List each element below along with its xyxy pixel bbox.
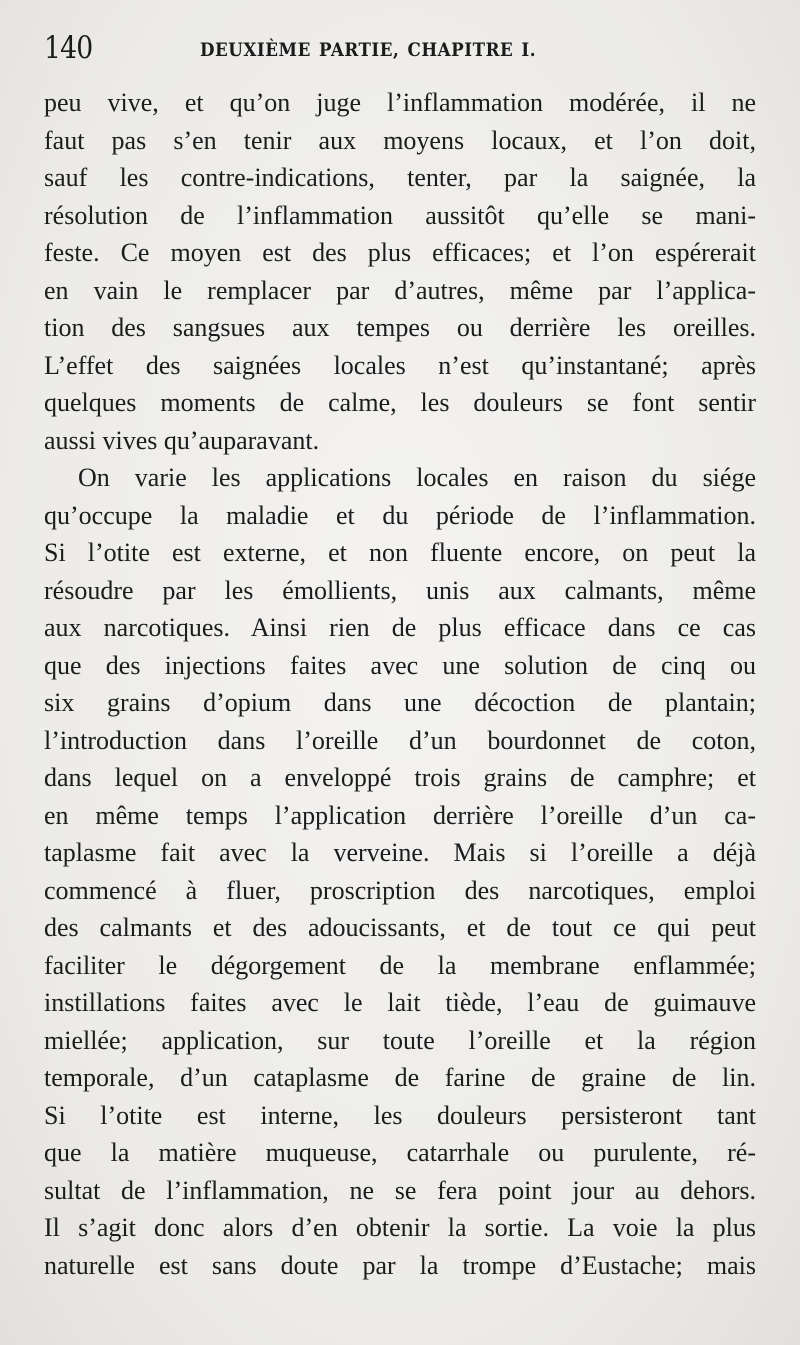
text-line: faciliter le dégorgement de la membrane enflammée;	[44, 950, 756, 980]
paragraph-start-line: On varie les applications locales en raison du siége	[78, 463, 756, 492]
text-line: taplasme fait avec la verveine. Mais si l’oreille a déjà	[44, 838, 756, 867]
text-line: résoudre par les émollients, unis aux calmants, même	[44, 575, 756, 605]
text-line: qu’occupe la maladie et du période de l’inflammation.	[44, 500, 756, 530]
text-line: Si l’otite est interne, les douleurs persisteront tant	[44, 1100, 756, 1130]
text-line: des calmants et des adoucissants, et de tout ce qui peut	[44, 913, 756, 942]
text-line: miellée; application, sur toute l’oreille et la région	[44, 1025, 756, 1055]
text-line: que la matière muqueuse, catarrhale ou purulente, ré-	[44, 1138, 756, 1167]
body-text	[44, 84, 756, 1284]
text-line: naturelle est sans doute par la trompe d’Eustache; mais	[44, 1250, 756, 1280]
text-line: sultat de l’inflammation, ne se fera point jour au dehors.	[44, 1175, 756, 1205]
text-line: six grains d’opium dans une décoction de plantain;	[44, 688, 756, 717]
text-line: l’introduction dans l’oreille d’un bourdonnet de coton,	[44, 725, 756, 755]
text-line: quelques moments de calme, les douleurs se font sentir	[44, 388, 756, 417]
text-line: Si l’otite est externe, et non fluente encore, on peut la	[44, 538, 756, 567]
text-line: résolution de l’inflammation aussitôt qu’elle se mani-	[44, 200, 756, 230]
text-line: feste. Ce moyen est des plus efficaces; et l’on espérerait	[44, 238, 756, 267]
text-line: L’effet des saignées locales n’est qu’instantané; après	[44, 350, 756, 380]
running-head	[44, 30, 756, 70]
running-title: DEUXIÈME PARTIE, CHAPITRE I.	[200, 39, 537, 61]
paragraph-end-line: aussi vives qu’auparavant.	[44, 425, 320, 455]
text-line: que des injections faites avec une solution de cinq ou	[44, 650, 756, 680]
text-line: peu vive, et qu’on juge l’inflammation modérée, il ne	[44, 88, 756, 117]
text-line: en même temps l’application derrière l’oreille d’un ca-	[44, 800, 756, 830]
page-number: 140	[44, 30, 93, 66]
text-line: aux narcotiques. Ainsi rien de plus efficace dans ce cas	[44, 613, 756, 642]
text-line: instillations faites avec le lait tiède, l’eau de guimauve	[44, 988, 756, 1017]
text-line: Il s’agit donc alors d’en obtenir la sortie. La voie la plus	[44, 1213, 756, 1242]
text-line: sauf les contre-indications, tenter, par la saignée, la	[44, 163, 756, 192]
text-line: tion des sangsues aux tempes ou derrière les oreilles.	[44, 313, 756, 342]
text-line: faut pas s’en tenir aux moyens locaux, et l’on doit,	[44, 125, 756, 155]
text-line: temporale, d’un cataplasme de farine de graine de lin.	[44, 1063, 756, 1092]
text-line: dans lequel on a enveloppé trois grains de camphre; et	[44, 763, 756, 792]
text-line: en vain le remplacer par d’autres, même par l’applica-	[44, 275, 756, 305]
text-line: commencé à fluer, proscription des narcotiques, emploi	[44, 875, 756, 905]
